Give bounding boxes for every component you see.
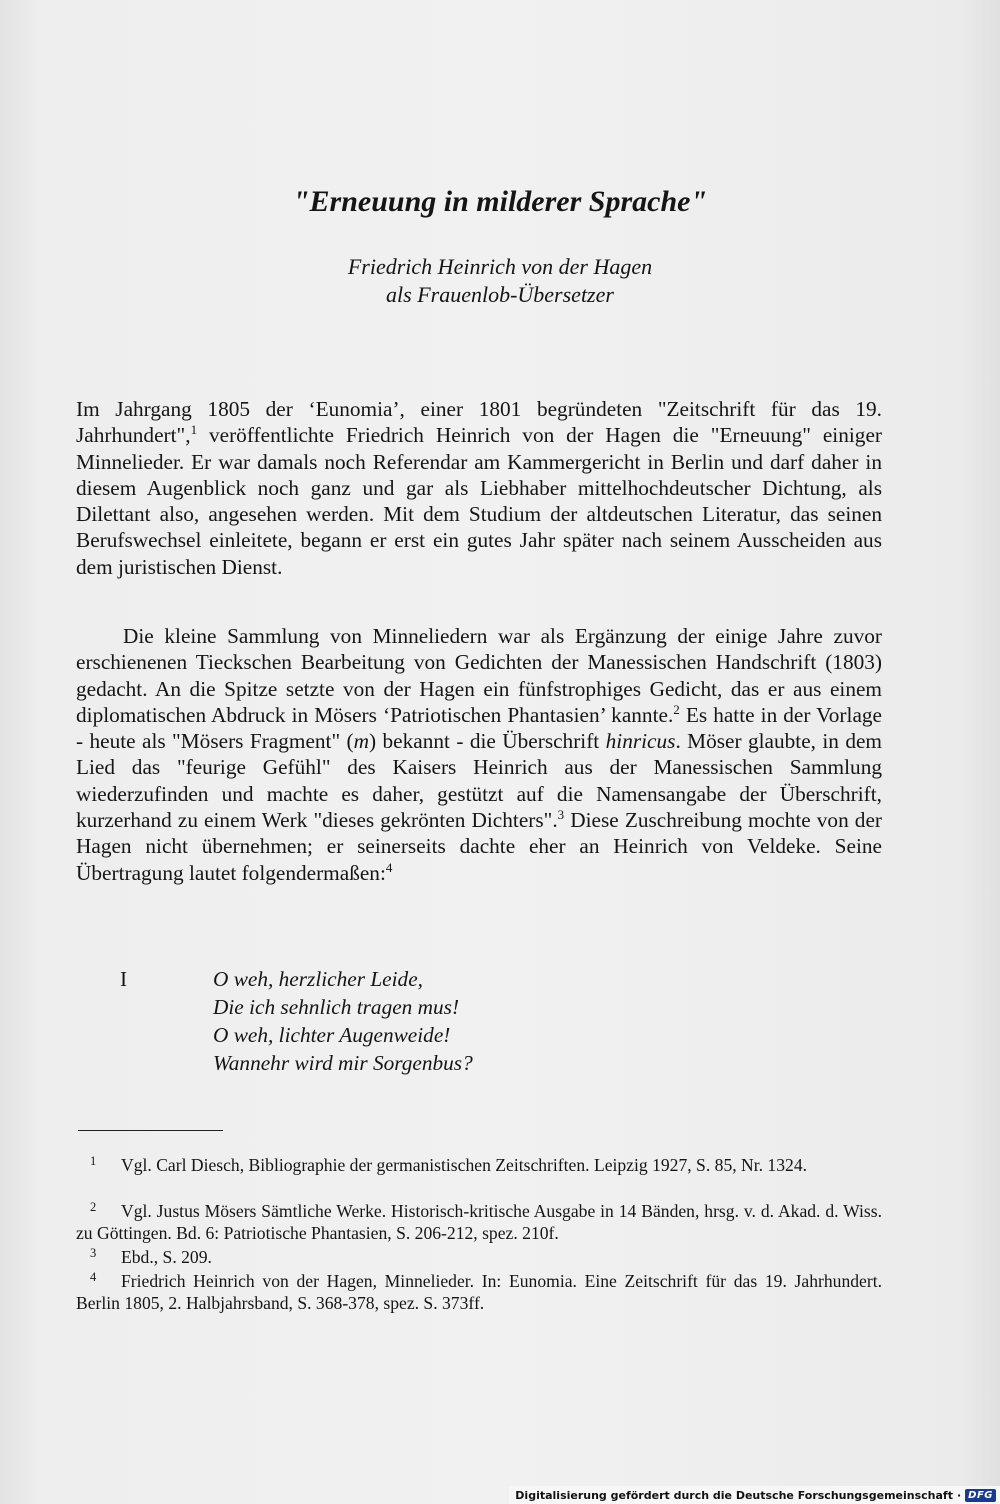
footnote-text: Friedrich Heinrich von der Hagen, Minnelieder. In: Eunomia. Eine Zeitschrift für das 19. Jahrhundert. Berlin 1805, 2. Halbjahrsband, S. 368-378, spez. S. 373ff. <box>76 1271 882 1313</box>
footnote-mark: 2 <box>90 1200 97 1214</box>
footnote-1 <box>76 1155 882 1177</box>
credit-separator: · <box>956 1488 962 1502</box>
footnote-mark: 1 <box>90 1154 97 1168</box>
paragraph-text: ) bekannt - die Überschrift <box>369 729 606 754</box>
body-paragraph-1 <box>76 396 882 580</box>
footnote-text: Ebd., S. 209. <box>121 1247 212 1267</box>
stanza-lines <box>213 965 713 1077</box>
paragraph-text: veröffentlichte Friedrich Heinrich von der Hagen die "Erneuung" einiger Minnelieder. Er war damals noch Referendar am Kammergericht in Berlin und darf daher in diesem Augenblick noch ganz und gar als Liebhaber mittelhochdeutscher Dichtung, als Dilettant also, angesehen werden. Mit dem Studium der altdeutschen Literatur, das seinen Berufswechsel einleitete, begann er erst ein gutes Jahr später nach seinem Ausscheiden aus dem juristischen Dienst. <box>76 423 882 579</box>
article-subtitle <box>0 253 1000 309</box>
footnote-3 <box>76 1247 882 1269</box>
footnote-separator <box>78 1130 223 1131</box>
stanza-number: I <box>120 967 128 991</box>
paragraph-text: Im Jahrgang 1805 der ‘Eunomia’, einer 1801 begründeten "Zeitschrift für das 19. Jahrhundert", <box>76 397 882 448</box>
footnote-mark: 3 <box>90 1246 97 1260</box>
subtitle-line-2: als Frauenlob-Übersetzer <box>386 282 614 307</box>
footnote-ref-1: 1 <box>190 422 198 438</box>
paragraph-text: Es hatte in der Vorlage - heute als "Mösers Fragment" ( <box>76 702 882 754</box>
footnote-ref-2: 2 <box>673 702 680 718</box>
footnote-ref-3: 3 <box>557 807 565 823</box>
siglum-m: m <box>353 729 370 754</box>
verse-line: Die ich sehnlich tragen mus! <box>213 995 460 1019</box>
heading-hinricus: hinricus <box>605 729 676 754</box>
footnote-ref-4: 4 <box>385 859 393 875</box>
footnote-2 <box>76 1201 882 1244</box>
digitization-credit <box>509 1486 1000 1504</box>
footnote-text: Vgl. Justus Mösers Sämtliche Werke. Historisch-kritische Ausgabe in 14 Bänden, hrsg. v. d. Akad. d. Wiss. zu Göttingen. Bd. 6: Patriotische Phantasien, S. 206-212, spez. 210f. <box>76 1201 882 1243</box>
verse-line: O weh, lichter Augenweide! <box>213 1023 451 1047</box>
paragraph-text: Diese Zuschreibung mochte von der Hagen nicht übernehmen; er seinerseits dachte eher an Heinrich von Veldeke. Seine Übertragung lautet folgendermaßen: <box>76 808 882 885</box>
paragraph-text: Die kleine Sammlung von Minneliedern war als Ergänzung der einige Jahre zuvor erschienenen Tieckschen Bearbeitung von Gedichten der Manessischen Handschrift (1803) gedacht. An die Spitze setzte von der Hagen ein fünfstrophiges Gedicht, das er aus einem diplomatischen Abdruck in Mösers ‘Patriotischen Phantasien’ kannte. <box>76 624 882 727</box>
footnote-text: Vgl. Carl Diesch, Bibliographie der germanistischen Zeitschriften. Leipzig 1927, S. 85, Nr. 1324. <box>121 1155 808 1175</box>
footnote-mark: 4 <box>90 1270 97 1284</box>
verse-line: Wannehr wird mir Sorgenbus? <box>213 1051 473 1075</box>
subtitle-line-1: Friedrich Heinrich von der Hagen <box>347 254 653 279</box>
paragraph-text: . Möser glaubte, in dem Lied das "feurige Gefühl" des Kaisers Heinrich aus der Manessischen Sammlung wiederzufinden und machte es daher, gestützt auf die Namensangabe der Überschrift, kurzerhand zu einem Werk "dieses gekrönten Dichters". <box>76 729 882 833</box>
body-paragraph-2 <box>76 623 882 886</box>
verse-line: O weh, herzlicher Leide, <box>213 967 423 991</box>
dfg-logo-icon: DFG <box>965 1489 996 1502</box>
credit-text: Digitalisierung gefördert durch die Deutsche Forschungsgemeinschaft <box>515 1488 953 1502</box>
footnote-4 <box>76 1271 882 1314</box>
article-title: "Erneuung in milderer Sprache" <box>292 185 708 218</box>
